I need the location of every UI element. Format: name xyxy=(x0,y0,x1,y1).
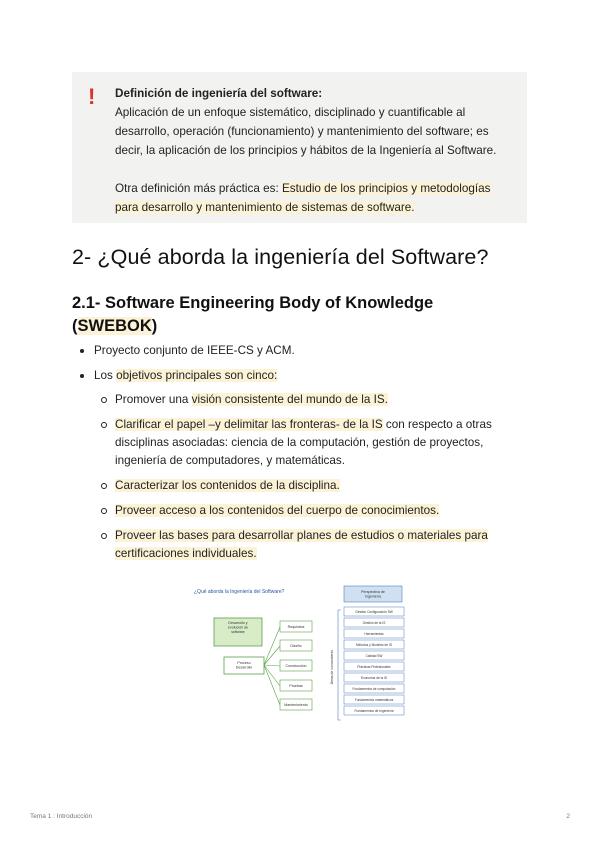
footer-chapter: Tema 1 : Introducción xyxy=(30,813,93,820)
sub-item-suffix: con respecto a otras disciplinas asociadas: ciencia de la computación, gestión de proyectos, ingeniería de computadores, y matemáticas. xyxy=(115,418,492,467)
list-item: Proyecto conjunto de IEEE-CS y ACM. xyxy=(72,342,532,360)
sub-item-highlight: Clarificar el papel –y delimitar las fronteras- de la IS xyxy=(115,418,383,431)
subsection-heading-highlight: SWEBOK xyxy=(77,317,152,335)
list-item-highlight: objetivos principales son cinco: xyxy=(116,369,278,382)
diagram-right-node: Gestión Configuración SW xyxy=(355,610,393,614)
diagram-bracket xyxy=(338,610,341,720)
sub-list xyxy=(94,391,532,563)
diagram-node: Pruebas xyxy=(289,684,303,688)
subsection-heading-suffix: ) xyxy=(151,317,158,335)
callout-title: Definición de ingeniería del software: xyxy=(115,87,323,100)
list-item-prefix: Los xyxy=(94,369,117,382)
page-number: 2 xyxy=(566,813,570,820)
diagram-title: ¿Qué aborda la Ingeniería del Software? xyxy=(194,589,285,595)
sub-list-item xyxy=(94,527,532,563)
diagram-right-nodes xyxy=(344,607,404,715)
diagram-vertical-label: Áreas de conocimiento xyxy=(330,649,334,685)
sub-item-highlight: Proveer las bases para desarrollar planes de estudios o materiales para certificaciones individuales. xyxy=(115,529,488,560)
diagram-box-development-label: Desarrollo y evolución de software xyxy=(227,621,249,634)
sub-list-item xyxy=(94,391,532,409)
sub-list-item xyxy=(94,477,532,495)
diagram-node: Construcción xyxy=(285,664,307,668)
diagram-right-node: Herramientas xyxy=(364,632,384,636)
diagram-connectors xyxy=(264,627,280,705)
callout-body xyxy=(115,84,515,217)
diagram-right-header-label: Perspectiva de Ingeniería xyxy=(361,590,385,599)
diagram-right-node: Economía de la IS xyxy=(360,676,388,680)
sub-item-highlight: visión consistente del mundo de la IS. xyxy=(191,393,388,406)
bullet-list xyxy=(72,342,532,563)
diagram-right-node: Fundamentos matemáticos xyxy=(354,698,394,702)
callout-paragraph-2 xyxy=(115,179,515,217)
diagram-node: Diseño xyxy=(290,644,302,648)
sub-list-item xyxy=(94,416,532,470)
swebok-diagram xyxy=(192,582,407,727)
diagram-node: Requisitos xyxy=(287,625,305,629)
sub-item-prefix: Promover una xyxy=(115,393,192,406)
sub-item-highlight: Caracterizar los contenidos de la disciplina. xyxy=(115,479,340,492)
diagram-right-node: Prácticas Profesionales xyxy=(357,665,391,669)
section-heading: 2- ¿Qué aborda la ingeniería del Software? xyxy=(72,245,489,269)
definition-callout xyxy=(72,72,527,223)
diagram-right-node: Gestión de la IS xyxy=(362,621,386,625)
callout-paragraph-2-prefix: Otra definición más práctica es: xyxy=(115,182,282,195)
list-item xyxy=(72,367,532,563)
subsection-heading-prefix: 2.1- Software Engineering Body of Knowledge ( xyxy=(72,294,434,335)
diagram-right-node: Fundamentos de computación xyxy=(352,687,396,691)
callout-paragraph-1: Aplicación de un enfoque sistemático, disciplinado y cuantificable al desarrollo, operación (funcionamiento) y mantenimiento del software; es decir, la aplicación de los principios y hábitos de la Ingeniería al Software. xyxy=(115,106,497,157)
sub-list-item xyxy=(94,502,532,520)
diagram-right-node: Calidad SW xyxy=(365,654,383,658)
subsection-heading xyxy=(72,292,502,338)
diagram-node: Mantenimiento xyxy=(284,703,308,707)
sub-item-highlight: Proveer acceso a los contenidos del cuerpo de conocimientos. xyxy=(115,504,440,517)
diagram-right-node: Métodos y Modelos de IS xyxy=(356,643,392,647)
diagram-box-process-label: Proceso Desarrollo xyxy=(235,661,253,670)
callout-paragraph-2-highlight: Estudio de los principios y metodologías para desarrollo y mantenimiento de sistemas de software. xyxy=(115,182,491,214)
diagram-mid-nodes xyxy=(280,621,312,710)
exclamation-icon: ! xyxy=(88,84,96,109)
diagram-right-node: Fundamentos de Ingeniería xyxy=(354,709,394,713)
